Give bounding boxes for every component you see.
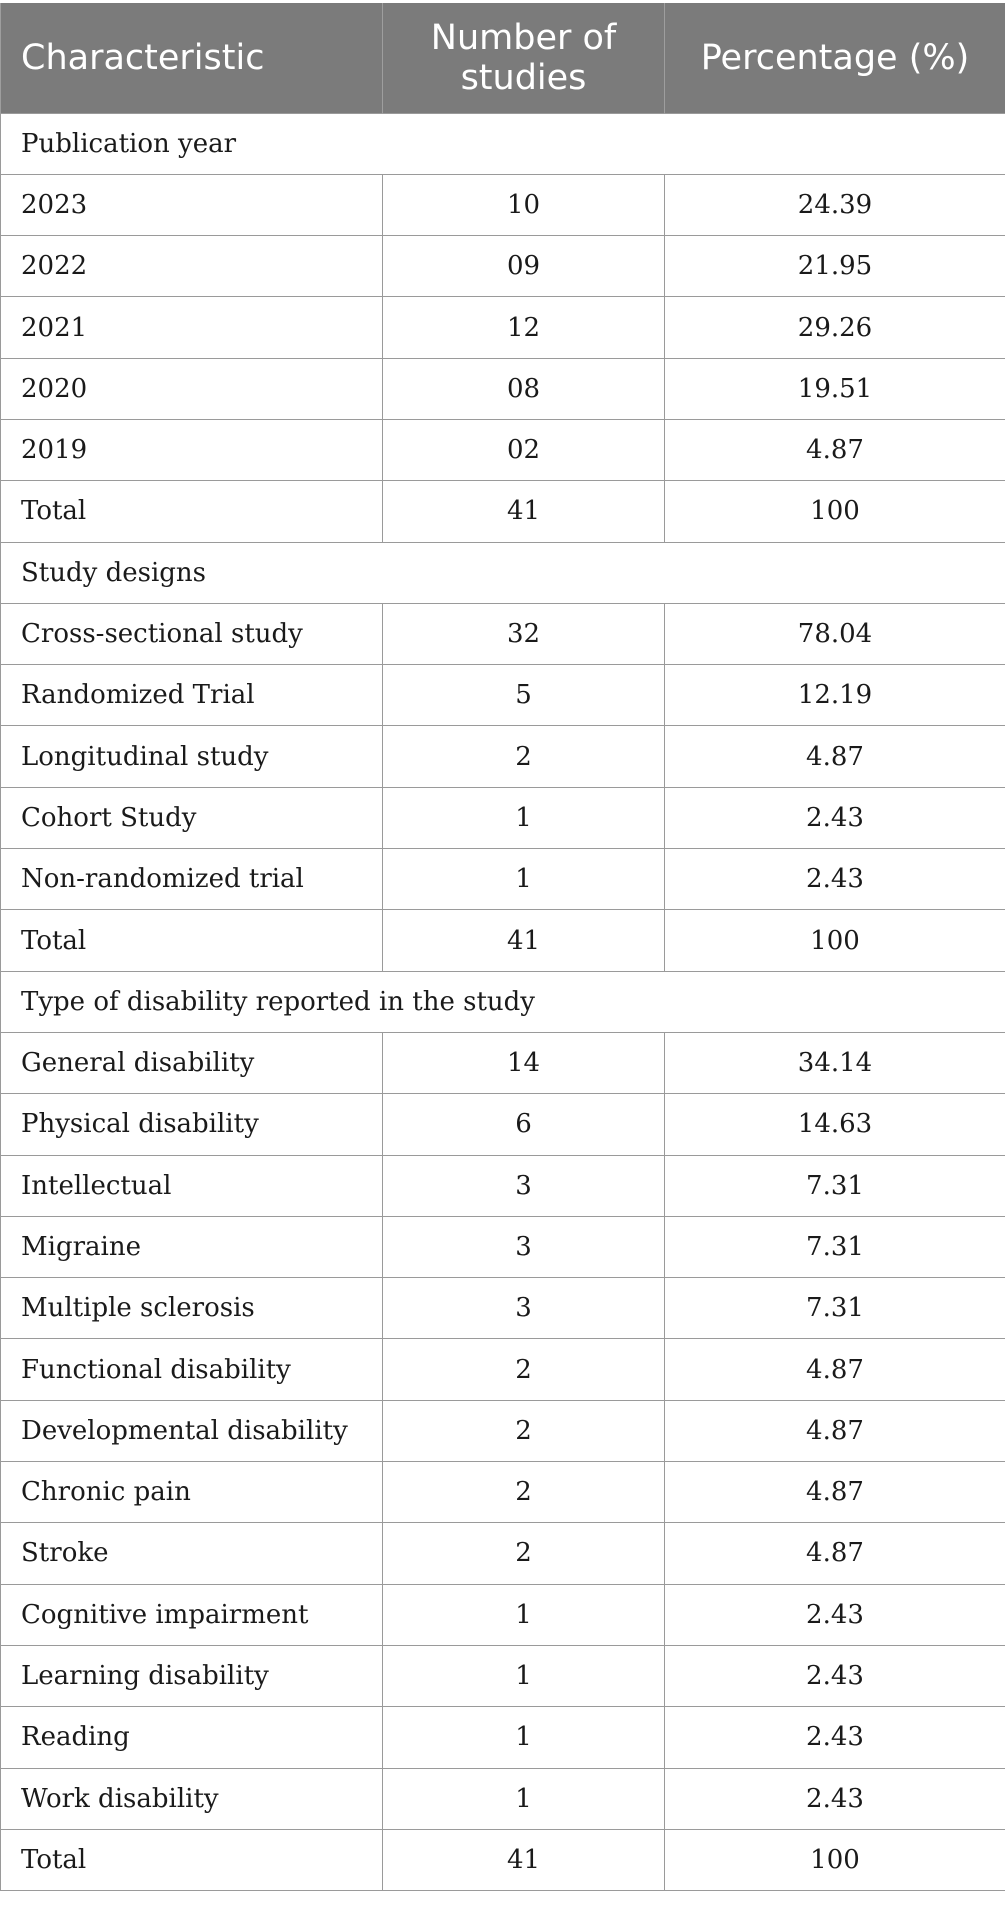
row-percentage: 2.43 — [665, 849, 1005, 910]
row-count: 2 — [383, 1462, 665, 1523]
row-percentage: 19.51 — [665, 358, 1005, 419]
row-percentage: 2.43 — [665, 1645, 1005, 1706]
row-percentage: 4.87 — [665, 1339, 1005, 1400]
row-label: Total — [1, 1829, 383, 1890]
row-label: 2020 — [1, 358, 383, 419]
row-label: Functional disability — [1, 1339, 383, 1400]
row-label: Work disability — [1, 1768, 383, 1829]
table-row — [1, 1645, 1005, 1706]
row-percentage: 4.87 — [665, 1462, 1005, 1523]
row-percentage: 4.87 — [665, 1523, 1005, 1584]
row-count: 41 — [383, 910, 665, 971]
row-percentage: 21.95 — [665, 236, 1005, 297]
row-label: Developmental disability — [1, 1400, 383, 1461]
table-row — [1, 1829, 1005, 1890]
row-label: Cohort Study — [1, 787, 383, 848]
row-count: 3 — [383, 1216, 665, 1277]
row-count: 14 — [383, 1032, 665, 1093]
row-count: 2 — [383, 1400, 665, 1461]
table-row — [1, 481, 1005, 542]
header-percentage: Percentage (%) — [665, 3, 1005, 113]
table-row — [1, 1278, 1005, 1339]
row-percentage: 100 — [665, 1829, 1005, 1890]
row-count: 1 — [383, 849, 665, 910]
row-count: 08 — [383, 358, 665, 419]
row-label: Non-randomized trial — [1, 849, 383, 910]
table-row — [1, 1768, 1005, 1829]
row-percentage: 4.87 — [665, 1400, 1005, 1461]
row-label: 2021 — [1, 297, 383, 358]
table-row — [1, 849, 1005, 910]
table-row — [1, 358, 1005, 419]
row-count: 2 — [383, 1339, 665, 1400]
row-percentage: 2.43 — [665, 1768, 1005, 1829]
table-row — [1, 1032, 1005, 1093]
row-label: Learning disability — [1, 1645, 383, 1706]
table-row — [1, 1523, 1005, 1584]
table-row — [1, 603, 1005, 664]
row-percentage: 2.43 — [665, 1707, 1005, 1768]
row-percentage: 78.04 — [665, 603, 1005, 664]
table-header-row — [1, 3, 1005, 113]
row-label: 2022 — [1, 236, 383, 297]
table-row — [1, 1462, 1005, 1523]
row-count: 1 — [383, 1768, 665, 1829]
section-title: Type of disability reported in the study — [1, 971, 1005, 1032]
row-count: 2 — [383, 1523, 665, 1584]
table-row — [1, 665, 1005, 726]
row-count: 41 — [383, 481, 665, 542]
row-percentage: 4.87 — [665, 726, 1005, 787]
header-number-of-studies: Number of studies — [383, 3, 665, 113]
table-row — [1, 910, 1005, 971]
row-count: 09 — [383, 236, 665, 297]
row-count: 6 — [383, 1094, 665, 1155]
row-count: 1 — [383, 787, 665, 848]
row-percentage: 12.19 — [665, 665, 1005, 726]
row-count: 1 — [383, 1707, 665, 1768]
table-row — [1, 1584, 1005, 1645]
header-characteristic: Characteristic — [1, 3, 383, 113]
row-percentage: 14.63 — [665, 1094, 1005, 1155]
row-count: 41 — [383, 1829, 665, 1890]
row-label: Stroke — [1, 1523, 383, 1584]
row-label: Cognitive impairment — [1, 1584, 383, 1645]
row-percentage: 2.43 — [665, 1584, 1005, 1645]
table-row — [1, 1094, 1005, 1155]
table-row — [1, 1400, 1005, 1461]
characteristics-table — [0, 3, 1005, 1891]
row-label: Multiple sclerosis — [1, 1278, 383, 1339]
row-label: Physical disability — [1, 1094, 383, 1155]
row-label: Cross-sectional study — [1, 603, 383, 664]
row-percentage: 7.31 — [665, 1216, 1005, 1277]
table-row — [1, 1216, 1005, 1277]
row-label: Total — [1, 481, 383, 542]
row-percentage: 4.87 — [665, 419, 1005, 480]
section-title: Study designs — [1, 542, 1005, 603]
row-count: 5 — [383, 665, 665, 726]
row-percentage: 100 — [665, 481, 1005, 542]
row-count: 2 — [383, 726, 665, 787]
table-row — [1, 1155, 1005, 1216]
section-header-row — [1, 542, 1005, 603]
row-count: 02 — [383, 419, 665, 480]
row-count: 3 — [383, 1155, 665, 1216]
table-row — [1, 236, 1005, 297]
row-count: 12 — [383, 297, 665, 358]
row-percentage: 2.43 — [665, 787, 1005, 848]
row-percentage: 24.39 — [665, 174, 1005, 235]
row-label: Migraine — [1, 1216, 383, 1277]
row-count: 3 — [383, 1278, 665, 1339]
section-header-row — [1, 971, 1005, 1032]
table-row — [1, 297, 1005, 358]
table-row — [1, 787, 1005, 848]
row-count: 1 — [383, 1584, 665, 1645]
table-row — [1, 726, 1005, 787]
table-row — [1, 174, 1005, 235]
row-label: Randomized Trial — [1, 665, 383, 726]
row-percentage: 34.14 — [665, 1032, 1005, 1093]
row-label: Reading — [1, 1707, 383, 1768]
row-label: Total — [1, 910, 383, 971]
section-header-row — [1, 113, 1005, 174]
row-count: 1 — [383, 1645, 665, 1706]
row-percentage: 7.31 — [665, 1278, 1005, 1339]
table-row — [1, 1707, 1005, 1768]
row-percentage: 29.26 — [665, 297, 1005, 358]
row-percentage: 7.31 — [665, 1155, 1005, 1216]
row-label: 2023 — [1, 174, 383, 235]
row-count: 32 — [383, 603, 665, 664]
table-row — [1, 419, 1005, 480]
row-label: General disability — [1, 1032, 383, 1093]
row-label: Intellectual — [1, 1155, 383, 1216]
row-percentage: 100 — [665, 910, 1005, 971]
table-row — [1, 1339, 1005, 1400]
table-body — [1, 113, 1005, 1891]
row-label: Longitudinal study — [1, 726, 383, 787]
row-label: 2019 — [1, 419, 383, 480]
row-label: Chronic pain — [1, 1462, 383, 1523]
row-count: 10 — [383, 174, 665, 235]
characteristics-table-container — [0, 3, 1005, 1891]
section-title: Publication year — [1, 113, 1005, 174]
